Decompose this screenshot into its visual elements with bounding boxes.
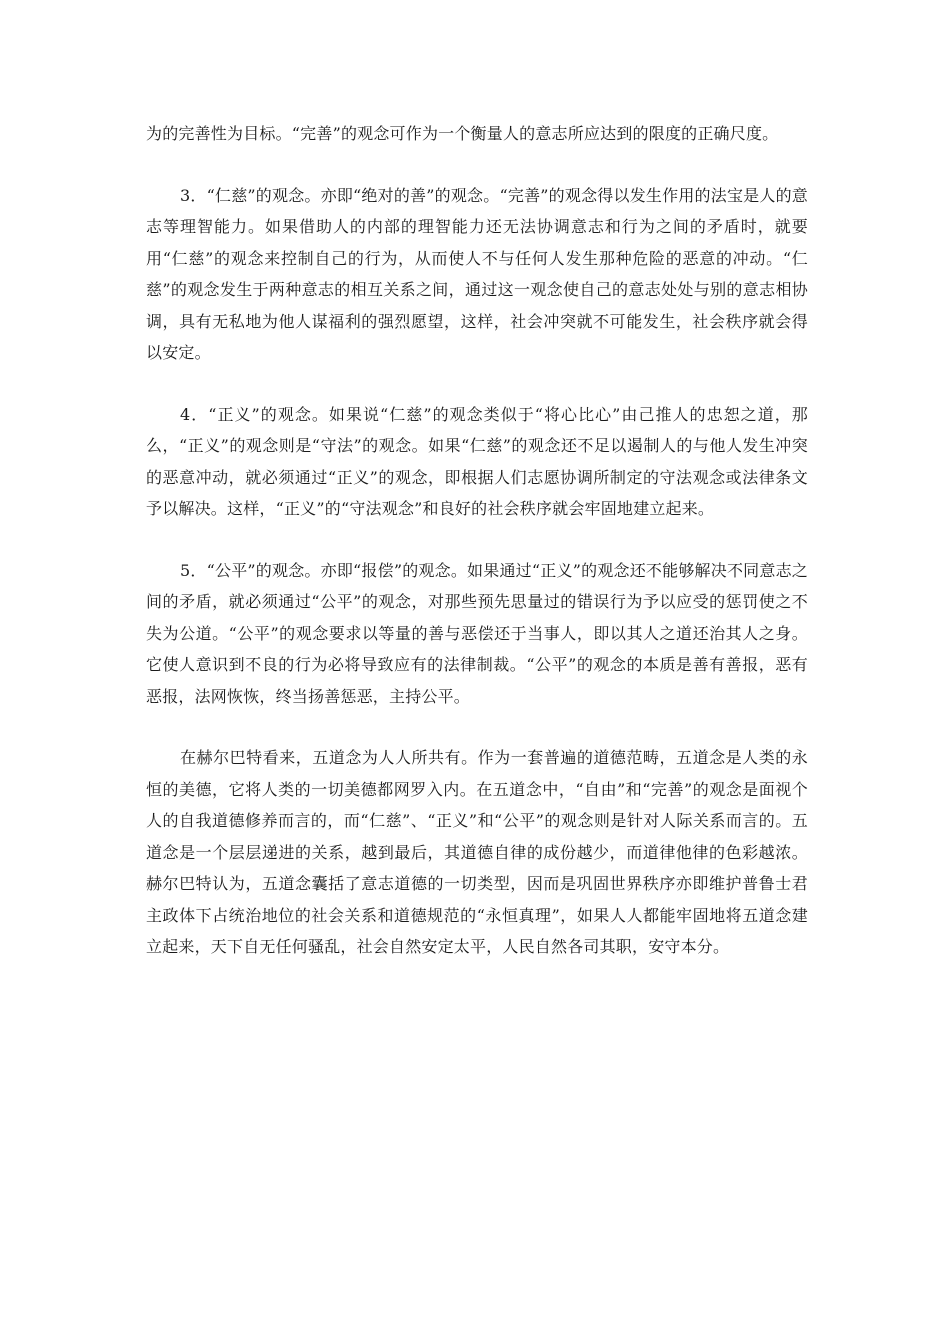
paragraph-gap	[146, 525, 808, 555]
paragraph-benevolence: 3．“仁慈”的观念。亦即“绝对的善”的观念。“完善”的观念得以发生作用的法宝是人的意志等理智能力。如果借助人的内部的理智能力还无法协调意志和行为之间的矛盾时，就要用“仁慈”的观念来控制自己的行为，从而使人不与任何人发生那种危险的恶意的冲动。“仁慈”的观念发生于两种意志的相互关系之间，通过这一观念使自己的意志处处与别的意志相协调，具有无私地为他人谋福利的强烈愿望，这样，社会冲突就不可能发生，社会秩序就会得以安定。	[146, 185, 808, 362]
paragraph-fairness: 5．“公平”的观念。亦即“报偿”的观念。如果通过“正义”的观念还不能够解决不同意志之间的矛盾，就必须通过“公平”的观念，对那些预先思量过的错误行为予以应受的惩罚使之不失为公道。“公平”的观念要求以等量的善与恶偿还于当事人，即以其人之道还治其人之身。它使人意识到不良的行为必将导致应有的法律制裁。“公平”的观念的本质是善有善报，恶有恶报，法网恢恢，终当扬善惩恶，主持公平。	[146, 560, 808, 706]
paragraph-summary: 在赫尔巴特看来，五道念为人人所共有。作为一套普遍的道德范畴，五道念是人类的永恒的美德，它将人类的一切美德都网罗入内。在五道念中，“自由”和“完善”的观念是面视个人的自我道德修养而言的，而“仁慈”、“正义”和“公平”的观念则是针对人际关系而言的。五道念是一个层层递进的关系，越到最后，其道德自律的成份越少，而道律他律的色彩越浓。赫尔巴特认为，五道念囊括了意志道德的一切类型，因而是巩固世界秩序亦即维护普鲁士君主政体下占统治地位的社会关系和道德规范的“永恒真理”，如果人人都能牢固地将五道念建立起来，天下自无任何骚乱，社会自然安定太平，人民自然各司其职，安守本分。	[146, 748, 808, 956]
paragraph-continuation: 为的完善性为目标。“完善”的观念可作为一个衡量人的意志所应达到的限度的正确尺度。	[146, 124, 779, 143]
document-page	[146, 118, 808, 963]
paragraph-justice: 4．“正义”的观念。如果说“仁慈”的观念类似于“将心比心”由己推人的忠恕之道，那么，“正义”的观念则是“守法”的观念。如果“仁慈”的观念还不足以遏制人的与他人发生冲突的恶意冲动，就必须通过“正义”的观念，即根据人们志愿协调所制定的守法观念或法律条文予以解决。这样，“正义”的“守法观念”和良好的社会秩序就会牢固地建立起来。	[146, 404, 808, 518]
paragraph-gap	[146, 369, 808, 399]
paragraph-gap	[146, 150, 808, 180]
paragraph-gap	[146, 712, 808, 742]
